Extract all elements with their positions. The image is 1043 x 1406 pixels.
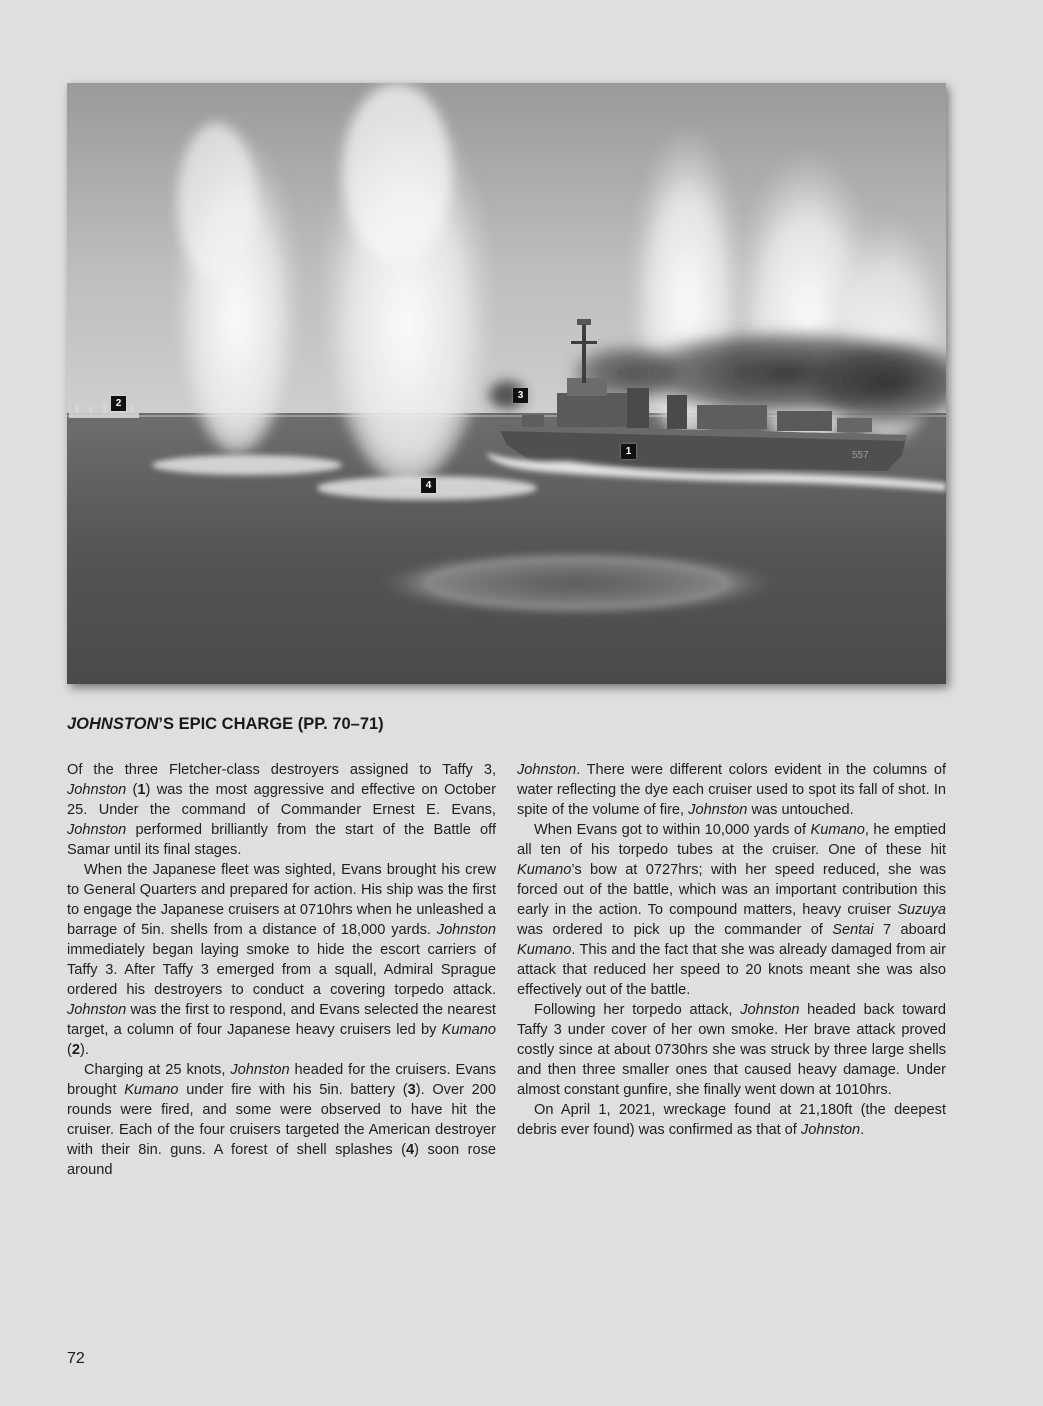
text-run: Johnston: [67, 822, 127, 838]
paragraph: [67, 860, 496, 1060]
text-column-left: [67, 760, 496, 1180]
text-run: Johnston: [67, 1002, 127, 1018]
text-run: Kumano: [517, 942, 572, 958]
text-run: ’s bow at 0727hrs; with her speed reduced, she was forced out of the battle, which was an important contribution this early in the action. To compound matters, heavy cruiser: [517, 862, 946, 918]
callout-4: 4: [421, 478, 436, 493]
text-run: Johnston: [67, 782, 127, 798]
callout-1: 1: [621, 444, 636, 459]
callout-3: 3: [513, 388, 528, 403]
text-run: 3: [407, 1082, 416, 1098]
text-run: ) was the most aggressive and effective on October 25. Under the command of Commander Ernest E. Evans,: [67, 782, 496, 818]
text-run: When Evans got to within 10,000 yards of: [534, 822, 811, 838]
text-run: ).: [80, 1042, 89, 1058]
callout-2: 2: [111, 396, 126, 411]
text-run: . There were different colors evident in the columns of water reflecting the dye each cruiser used to spot its fall of shot. In spite of the volume of fire,: [517, 762, 946, 818]
page-number: 72: [67, 1350, 85, 1367]
text-run: immediately began laying smoke to hide the escort carriers of Taffy 3. After Taffy 3 emerged from a squall, Admiral Sprague ordered his destroyers to conduct a covering torpedo attack.: [67, 942, 496, 998]
text-run: Johnston: [740, 1002, 800, 1018]
text-run: .: [860, 1122, 865, 1138]
text-run: Of the three Fletcher-class destroyers assigned to Taffy 3,: [67, 762, 496, 778]
text-run: was the first to respond, and Evans selected the nearest target, a column of four Japanese heavy cruisers led by: [67, 1002, 496, 1038]
paragraph: [517, 1100, 946, 1140]
paragraph: [517, 820, 946, 1000]
heading-ship-name: JOHNSTON: [67, 715, 159, 733]
paragraph: [517, 760, 946, 820]
hull-number: 557: [852, 450, 869, 461]
paragraph: [67, 760, 496, 860]
text-run: Suzuya: [897, 902, 946, 918]
text-run: Sentai: [832, 922, 874, 938]
text-run: Johnston: [800, 1122, 861, 1138]
text-run: Kumano: [810, 822, 865, 838]
text-run: 4: [406, 1142, 415, 1158]
text-run: Kumano: [124, 1082, 179, 1098]
text-run: Johnston: [517, 762, 577, 778]
text-run: ). Over 200 rounds were fired, and some were observed to have hit the cruiser. Each of the four cruisers targeted the American destroyer with their 8in. guns. A forest of shell splashes (: [67, 1082, 496, 1158]
text-run: On April 1, 2021, wreckage found at 21,180ft (the deepest debris ever found) was confirmed as that of: [517, 1102, 946, 1138]
heading-rest: ’S EPIC CHARGE (PP. 70–71): [158, 715, 384, 733]
text-run: headed back toward Taffy 3 under cover of her own smoke. Her brave attack proved costly since at about 0730hrs she was struck by three large shells and then three smaller ones that caused heavy damage. Under almost constant gunfire, she finally went down at 1010hrs.: [517, 1002, 946, 1098]
text-run: Johnston: [688, 802, 748, 818]
text-run: (: [126, 782, 138, 798]
text-run: Kumano: [517, 862, 572, 878]
text-run: ) soon rose around: [67, 1142, 497, 1178]
text-run: under fire with his 5in. battery (: [178, 1082, 408, 1098]
impact-ripple: [377, 549, 777, 617]
text-run: 2: [71, 1042, 80, 1058]
section-heading: [67, 715, 384, 734]
text-run: Charging at 25 knots,: [84, 1062, 231, 1078]
text-run: When the Japanese fleet was sighted, Evans brought his crew to General Quarters and prepared for action. His ship was the first to engage the Japanese cruisers at 0710hrs when he unleashed a barrage of 5in. shells from a distance of 18,000 yards.: [67, 862, 496, 938]
text-run: Following her torpedo attack,: [534, 1002, 741, 1018]
text-run: was ordered to pick up the commander of: [517, 922, 833, 938]
text-run: (: [67, 1042, 72, 1058]
battle-illustration: [67, 83, 946, 684]
text-run: headed for the cruisers. Evans brought: [67, 1062, 497, 1098]
text-run: 7 aboard: [873, 922, 946, 938]
text-run: Kumano: [441, 1022, 496, 1038]
text-run: . This and the fact that she was already damaged from air attack that reduced her speed to 20 knots meant she was also effectively out of the battle.: [517, 942, 946, 998]
text-run: 1: [137, 782, 146, 798]
paragraph: [517, 1000, 946, 1100]
text-column-right: [517, 760, 946, 1140]
text-run: , he emptied all ten of his torpedo tubes at the cruiser. One of these hit: [517, 822, 946, 858]
text-run: performed brilliantly from the start of the Battle off Samar until its final stages.: [67, 822, 496, 858]
text-run: Johnston: [230, 1062, 290, 1078]
text-run: was untouched.: [747, 802, 854, 818]
text-run: Johnston: [436, 922, 496, 938]
paragraph: [67, 1060, 496, 1180]
